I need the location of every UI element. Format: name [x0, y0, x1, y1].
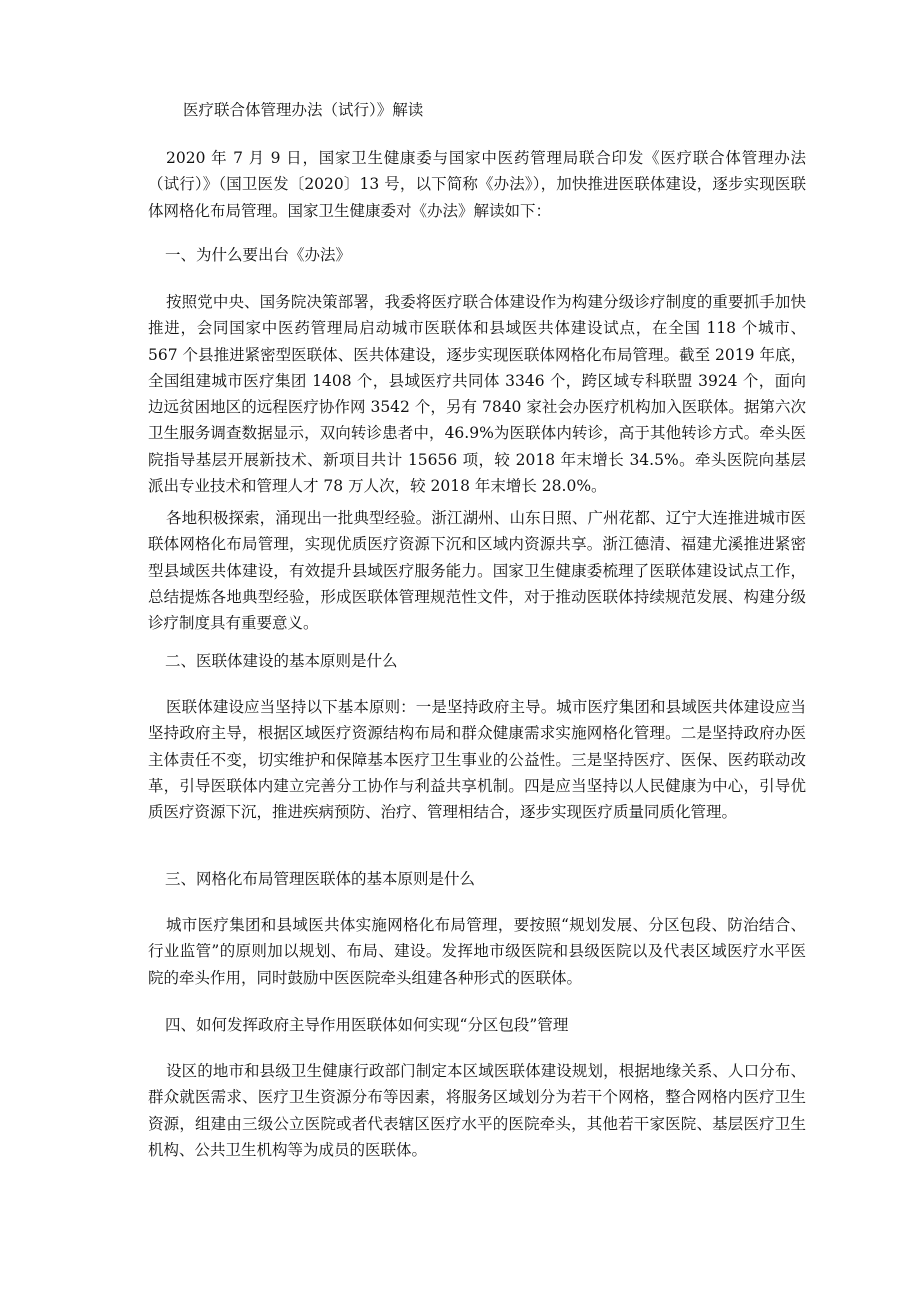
section-2-heading: 二、医联体建设的基本原则是什么: [165, 652, 398, 670]
section-4-paragraph-1: 设区的地市和县级卫生健康行政部门制定本区域医联体建设规划，根据地缘关系、人口分布、群众就医需求、医疗卫生资源分布等因素，将服务区域划分为若干个网格，整合网格内医疗卫生资源，组建由三级公立医院或者代表辖区医疗水平的医院牵头，其他若干家医院、基层医疗卫生机构、公共卫生机构等为成员的医联体。: [148, 1062, 806, 1159]
document-title: 医疗联合体管理办法（试行）》解读: [183, 101, 424, 119]
section-1-paragraph-2: 各地积极探索，涌现出一批典型经验。浙江湖州、山东日照、广州花都、辽宁大连推进城市医联体网格化布局管理，实现优质医疗资源下沉和区域内资源共享。浙江德清、福建尤溪推进紧密型县域医共体建设，有效提升县域医疗服务能力。国家卫生健康委梳理了医联体建设试点工作，总结提炼各地典型经验，形成医联体管理规范性文件，对于推动医联体持续规范发展、构建分级诊疗制度具有重要意义。: [148, 509, 806, 633]
section-4-heading: 四、如何发挥政府主导作用医联体如何实现“分区包段”管理: [165, 1016, 569, 1034]
section-1-heading: 一、为什么要出台《办法》: [165, 246, 352, 264]
section-3-paragraph-1: 城市医疗集团和县域医共体实施网格化布局管理，要按照“规划发展、分区包段、防治结合、行业监管”的原则加以规划、布局、建设。发挥地市级医院和县级医院以及代表区域医疗水平医院的牵头作用，同时鼓励中医医院牵头组建各种形式的医联体。: [148, 916, 806, 987]
section-3-heading: 三、网格化布局管理医联体的基本原则是什么: [165, 870, 476, 888]
section-2-paragraph-1: 医联体建设应当坚持以下基本原则：一是坚持政府主导。城市医疗集团和县域医共体建设应当坚持政府主导，根据区域医疗资源结构布局和群众健康需求实施网格化管理。二是坚持政府办医主体责任不变，切实维护和保障基本医疗卫生事业的公益性。三是坚持医疗、医保、医药联动改革，引导医联体内建立完善分工协作与利益共享机制。四是应当坚持以人民健康为中心，引导优质医疗资源下沉，推进疾病预防、治疗、管理相结合，逐步实现医疗质量同质化管理。: [148, 698, 806, 822]
intro-paragraph: 2020 年 7 月 9 日，国家卫生健康委与国家中医药管理局联合印发《医疗联合体管理办法（试行）》（国卫医发〔2020〕13 号，以下简称《办法》），加快推进医联体建设，逐步实现医联体网格化布局管理。国家卫生健康委对《办法》解读如下：: [148, 149, 806, 220]
section-1-paragraph-1: 按照党中央、国务院决策部署，我委将医疗联合体建设作为构建分级诊疗制度的重要抓手加快推进，会同国家中医药管理局启动城市医联体和县域医共体建设试点，在全国 118 个城市、567 个县推进紧密型医联体、医共体建设，逐步实现医联体网格化布局管理。截至 2019 年底，全国组建城市医疗集团 1408 个，县域医疗共同体 3346 个，跨区域专科联盟 3924 个，面向边远贫困地区的远程医疗协作网 3542 个，另有 7840 家社会办医疗机构加入医联体。据第六次卫生服务调查数据显示，双向转诊患者中，46.9%为医联体内转诊，高于其他转诊方式。牵头医院指导基层开展新技术、新项目共计 15656 项，较 2018 年末增长 34.5%。牵头医院向基层派出专业技术和管理人才 78 万人次，较 2018 年末增长 28.0%。: [148, 293, 806, 496]
